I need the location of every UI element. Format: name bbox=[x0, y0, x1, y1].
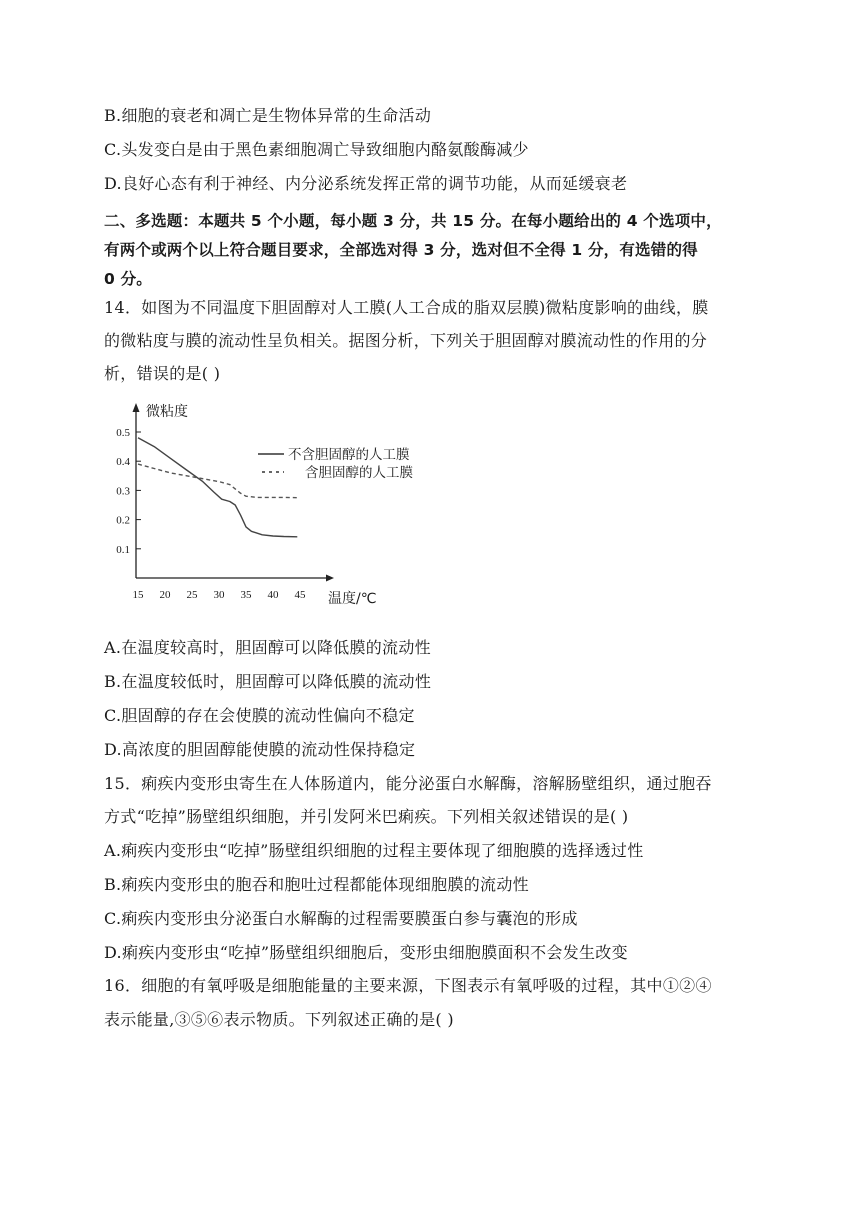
x-axis-arrow bbox=[326, 575, 334, 582]
q14-stem-line-2: 的微粘度与膜的流动性呈负相关。据图分析，下列关于胆固醇对膜流动性的作用的分 bbox=[104, 331, 708, 350]
x-tick-label: 40 bbox=[267, 589, 279, 601]
option-d-q13: D.良好心态有利于神经、内分泌系统发挥正常的调节功能，从而延缓衰老 bbox=[104, 174, 628, 193]
option-b-q13: B.细胞的衰老和凋亡是生物体异常的生命活动 bbox=[104, 106, 432, 125]
x-tick-label: 35 bbox=[240, 589, 252, 601]
q15-option-a: A.痢疾内变形虫“吃掉”肠壁组织细胞的过程主要体现了细胞膜的选择透过性 bbox=[104, 841, 644, 860]
q14-option-b: B.在温度较低时，胆固醇可以降低膜的流动性 bbox=[104, 672, 432, 691]
q15-option-c: C.痢疾内变形虫分泌蛋白水解酶的过程需要膜蛋白参与囊泡的形成 bbox=[104, 909, 578, 928]
x-tick-label: 20 bbox=[159, 589, 171, 601]
series-line-without-cholesterol bbox=[138, 438, 297, 537]
legend-label: 不含胆固醇的人工膜 bbox=[288, 447, 410, 463]
q14-option-a: A.在温度较高时，胆固醇可以降低膜的流动性 bbox=[104, 638, 431, 657]
legend-label: 含胆固醇的人工膜 bbox=[305, 465, 413, 481]
q15-stem-line-2: 方式“吃掉”肠壁组织细胞，并引发阿米巴痢疾。下列相关叙述错误的是( ) bbox=[104, 807, 629, 826]
section-heading-line-2: 有两个或两个以上符合题目要求，全部选对得 3 分，选对但不全得 1 分，有选错的得 bbox=[104, 241, 698, 259]
x-axis-title: 温度/℃ bbox=[328, 591, 377, 607]
q14-stem-line-1: 14．如图为不同温度下胆固醇对人工膜(人工合成的脂双层膜)微粘度影响的曲线，膜 bbox=[104, 298, 709, 317]
x-tick-label: 30 bbox=[213, 589, 225, 601]
chart-axes bbox=[133, 403, 335, 582]
option-c-q13: C.头发变白是由于黑色素细胞凋亡导致细胞内酪氨酸酶减少 bbox=[104, 140, 529, 159]
y-tick-label: 0.5 bbox=[116, 427, 130, 439]
section-heading-line-3: 0 分。 bbox=[104, 270, 152, 288]
y-tick-label: 0.4 bbox=[116, 456, 130, 469]
chart-ticks bbox=[116, 427, 306, 601]
y-tick-label: 0.3 bbox=[116, 485, 130, 498]
chart-series bbox=[138, 438, 297, 537]
q14-option-d: D.高浓度的胆固醇能使膜的流动性保持稳定 bbox=[104, 740, 416, 759]
q14-stem-line-3: 析，错误的是( ) bbox=[104, 364, 221, 383]
q15-option-d: D.痢疾内变形虫“吃掉”肠壁组织细胞后，变形虫细胞膜面积不会发生改变 bbox=[104, 943, 628, 962]
q14-option-c: C.胆固醇的存在会使膜的流动性偏向不稳定 bbox=[104, 706, 415, 725]
x-tick-label: 45 bbox=[294, 589, 306, 601]
y-tick-label: 0.2 bbox=[116, 514, 130, 527]
q15-option-b: B.痢疾内变形虫的胞吞和胞吐过程都能体现细胞膜的流动性 bbox=[104, 875, 529, 894]
q15-stem-line-1: 15．痢疾内变形虫寄生在人体肠道内，能分泌蛋白水解酶，溶解肠壁组织，通过胞吞 bbox=[104, 774, 712, 793]
x-tick-label: 25 bbox=[186, 589, 198, 601]
q16-stem-line-2: 表示能量,③⑤⑥表示物质。下列叙述正确的是( ) bbox=[104, 1010, 454, 1029]
series-line-with-cholesterol bbox=[138, 464, 297, 498]
x-tick-label: 15 bbox=[132, 589, 144, 601]
y-axis-title: 微粘度 bbox=[146, 404, 188, 420]
viscosity-chart bbox=[100, 396, 420, 616]
chart-legend bbox=[258, 447, 413, 481]
y-axis-arrow bbox=[133, 403, 140, 412]
section-heading-line-1: 二、多选题：本题共 5 个小题，每小题 3 分，共 15 分。在每小题给出的 4 个选项中， bbox=[104, 212, 722, 230]
q16-stem-line-1: 16．细胞的有氧呼吸是细胞能量的主要来源，下图表示有氧呼吸的过程，其中①②④ bbox=[104, 976, 712, 995]
y-tick-label: 0.1 bbox=[116, 543, 130, 556]
